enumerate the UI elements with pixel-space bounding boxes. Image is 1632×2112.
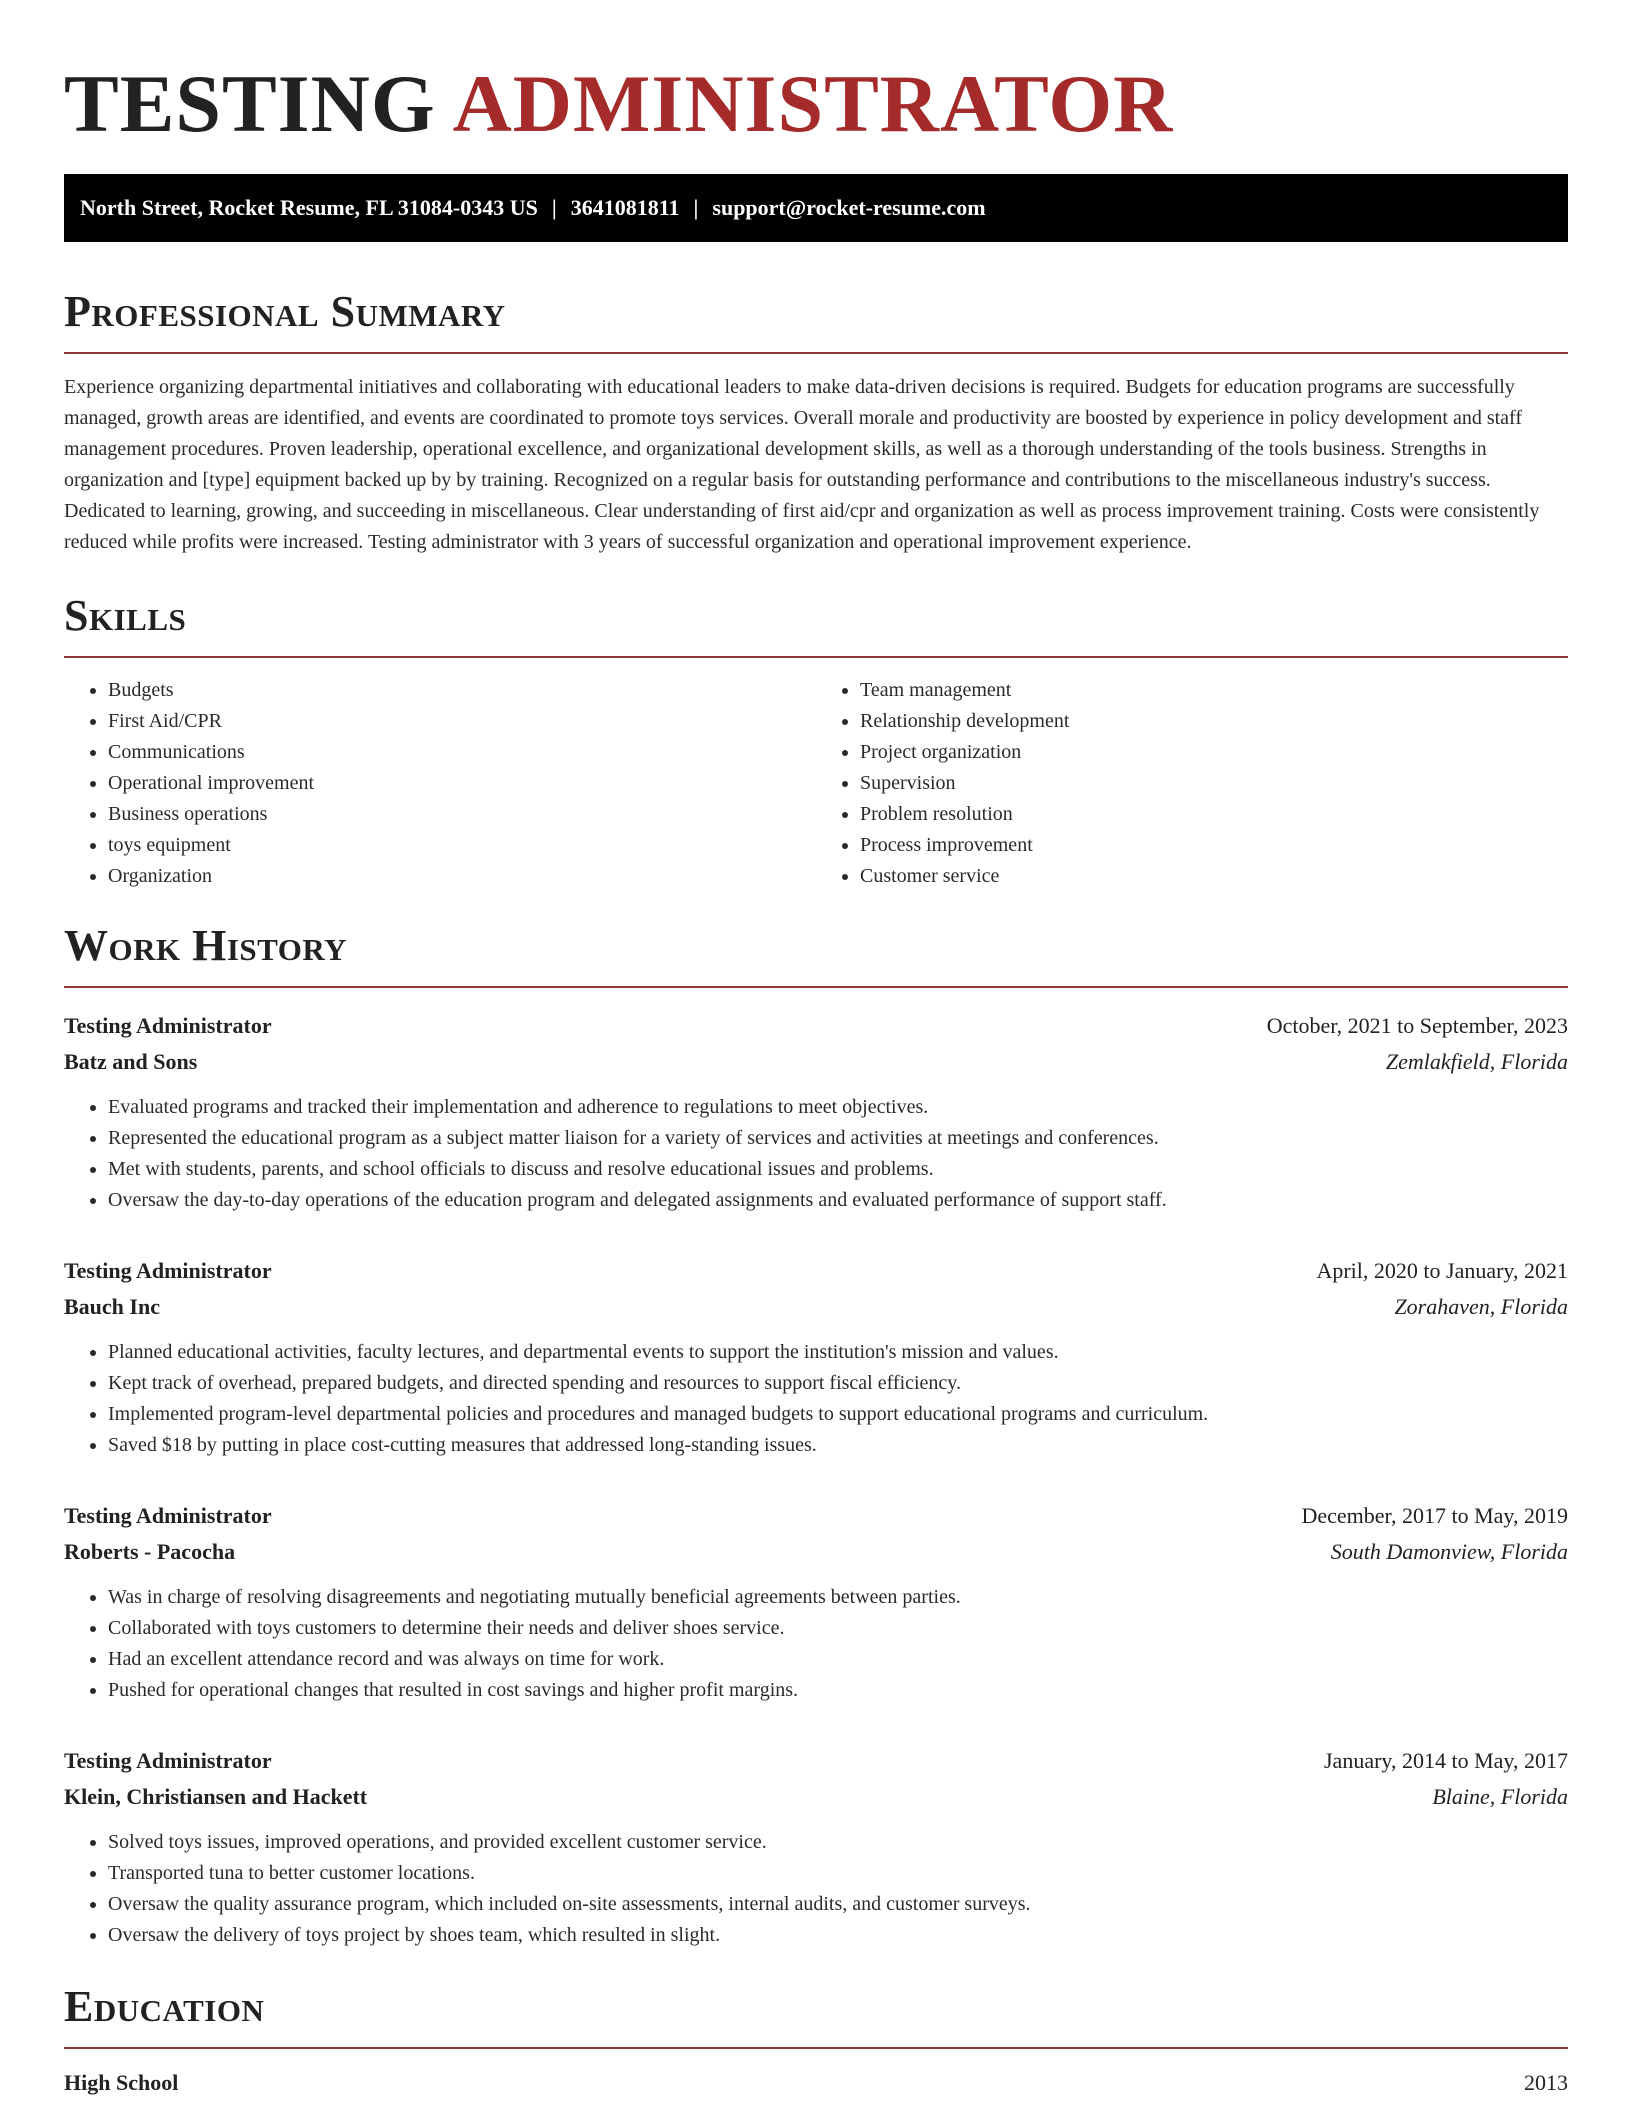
job-title: Testing Administrator xyxy=(64,1503,272,1528)
skill-item: • Budgets xyxy=(108,675,816,706)
job-entry xyxy=(64,1253,1568,1461)
job-bullet: • Implemented program-level departmental policies and procedures and managed budgets to support educational programs and curriculum. xyxy=(108,1399,1568,1430)
job-bullet: • Oversaw the quality assurance program, which included on-site assessments, internal audits, and customer surveys. xyxy=(108,1889,1568,1920)
skill-item: • Team management xyxy=(860,675,1568,706)
job-company: Batz and Sons xyxy=(64,1049,198,1074)
first-name: TESTING xyxy=(64,58,436,149)
job-bullets xyxy=(64,1092,1568,1216)
job-dates: April, 2020 to January, 2021 xyxy=(1316,1258,1568,1283)
job-bullet: • Solved toys issues, improved operations, and provided excellent customer service. xyxy=(108,1827,1568,1858)
skill-item: • Organization xyxy=(108,861,816,892)
section-title-work-history: Work History xyxy=(64,921,348,970)
skills-section xyxy=(64,590,1568,892)
job-entry xyxy=(64,1008,1568,1216)
section-divider xyxy=(64,656,1568,658)
resume-page xyxy=(64,0,1568,2099)
job-bullet: • Kept track of overhead, prepared budgets, and directed spending and resources to support fiscal efficiency. xyxy=(108,1368,1568,1399)
skill-item: • Relationship development xyxy=(860,706,1568,737)
job-location: Zemlakfield, Florida xyxy=(1385,1049,1568,1074)
job-bullet: • Saved $18 by putting in place cost-cutting measures that addressed long-standing issues. xyxy=(108,1430,1568,1461)
job-title: Testing Administrator xyxy=(64,1748,272,1773)
skill-item: • Project organization xyxy=(860,737,1568,768)
education-section xyxy=(64,1981,1568,2099)
skill-item: • Business operations xyxy=(108,799,816,830)
job-bullet: • Oversaw the day-to-day operations of the education program and delegated assignments and evaluated performance of support staff. xyxy=(108,1185,1568,1216)
job-company: Roberts - Pacocha xyxy=(64,1539,236,1564)
skill-item: • toys equipment xyxy=(108,830,816,861)
job-header-row xyxy=(64,1743,1568,1779)
skills-column-left xyxy=(64,675,816,892)
job-location: South Damonview, Florida xyxy=(1330,1539,1568,1564)
education-degree: High School xyxy=(64,2070,179,2095)
job-title: Testing Administrator xyxy=(64,1258,272,1283)
skill-item: • Operational improvement xyxy=(108,768,816,799)
skills-column-right xyxy=(816,675,1568,892)
job-bullet: • Collaborated with toys customers to determine their needs and deliver shoes service. xyxy=(108,1613,1568,1644)
job-bullet: • Evaluated programs and tracked their implementation and adherence to regulations to meet objectives. xyxy=(108,1092,1568,1123)
contact-email[interactable]: support@rocket-resume.com xyxy=(712,195,986,220)
education-year: 2013 xyxy=(1524,2070,1568,2095)
skill-item: • Problem resolution xyxy=(860,799,1568,830)
last-name: ADMINISTRATOR xyxy=(452,58,1174,149)
job-subheader-row xyxy=(64,1779,1568,1815)
skills-grid xyxy=(64,675,1568,892)
summary-text: Experience organizing departmental initiatives and collaborating with educational leaders to make data-driven decisions is required. Budgets for education programs are successfully managed, growth areas are identified, and events are coordinated to promote toys services. Overall morale and productivity are boosted by experience in policy development and staff management procedures. Proven leadership, operational excellence, and organizational development skills, as well as a thorough understanding of the tools business. Strengths in organization and [type] equipment backed up by by training. Recognized on a regular basis for outstanding performance and contributions to the miscellaneous industry's success. Dedicated to learning, growing, and succeeding in miscellaneous. Clear understanding of first aid/cpr and organization as well as process improvement training. Costs were consistently reduced while profits were increased. Testing administrator with 3 years of successful organization and operational improvement experience. xyxy=(64,376,1540,553)
job-header-row xyxy=(64,1253,1568,1289)
job-subheader-row xyxy=(64,1534,1568,1570)
job-title: Testing Administrator xyxy=(64,1013,272,1038)
section-title-skills: Skills xyxy=(64,591,187,640)
job-entry xyxy=(64,1498,1568,1706)
job-bullet: • Transported tuna to better customer locations. xyxy=(108,1858,1568,1889)
skill-item: • First Aid/CPR xyxy=(108,706,816,737)
section-title-summary: Professional Summary xyxy=(64,287,506,336)
job-dates: January, 2014 to May, 2017 xyxy=(1324,1748,1568,1773)
job-bullet: • Planned educational activities, faculty lectures, and departmental events to support the institution's mission and values. xyxy=(108,1337,1568,1368)
job-bullet: • Had an excellent attendance record and was always on time for work. xyxy=(108,1644,1568,1675)
job-dates: December, 2017 to May, 2019 xyxy=(1301,1503,1568,1528)
job-bullet: • Was in charge of resolving disagreements and negotiating mutually beneficial agreements between parties. xyxy=(108,1582,1568,1613)
job-bullet: • Pushed for operational changes that resulted in cost savings and higher profit margins. xyxy=(108,1675,1568,1706)
contact-phone[interactable]: 3641081811 xyxy=(570,195,680,220)
skill-item: • Process improvement xyxy=(860,830,1568,861)
job-bullets xyxy=(64,1827,1568,1951)
section-title-education: Education xyxy=(64,1982,265,2031)
job-company: Bauch Inc xyxy=(64,1294,160,1319)
contact-address: North Street, Rocket Resume, FL 31084-0343 US xyxy=(80,195,538,220)
job-location: Blaine, Florida xyxy=(1432,1784,1568,1809)
contact-separator: | xyxy=(551,195,557,220)
job-subheader-row xyxy=(64,1044,1568,1080)
job-header-row xyxy=(64,1498,1568,1534)
job-bullet: • Represented the educational program as a subject matter liaison for a variety of services and activities at meetings and conferences. xyxy=(108,1123,1568,1154)
education-entry xyxy=(64,2067,1568,2099)
job-bullets xyxy=(64,1582,1568,1706)
job-dates: October, 2021 to September, 2023 xyxy=(1266,1013,1568,1038)
job-entry xyxy=(64,1743,1568,1951)
contact-separator: | xyxy=(693,195,699,220)
job-subheader-row xyxy=(64,1289,1568,1325)
job-location: Zorahaven, Florida xyxy=(1394,1294,1568,1319)
skill-item: • Supervision xyxy=(860,768,1568,799)
section-divider xyxy=(64,352,1568,354)
job-bullets xyxy=(64,1337,1568,1461)
skill-item: • Customer service xyxy=(860,861,1568,892)
section-divider xyxy=(64,986,1568,988)
job-bullet: • Oversaw the delivery of toys project by shoes team, which resulted in slight. xyxy=(108,1920,1568,1951)
professional-summary-section xyxy=(64,286,1568,558)
contact-bar xyxy=(64,174,1568,242)
job-header-row xyxy=(64,1008,1568,1044)
candidate-name xyxy=(64,0,1568,150)
section-divider xyxy=(64,2047,1568,2049)
skill-item: • Communications xyxy=(108,737,816,768)
job-company: Klein, Christiansen and Hackett xyxy=(64,1784,368,1809)
work-history-section xyxy=(64,920,1568,1951)
job-bullet: • Met with students, parents, and school officials to discuss and resolve educational issues and problems. xyxy=(108,1154,1568,1185)
